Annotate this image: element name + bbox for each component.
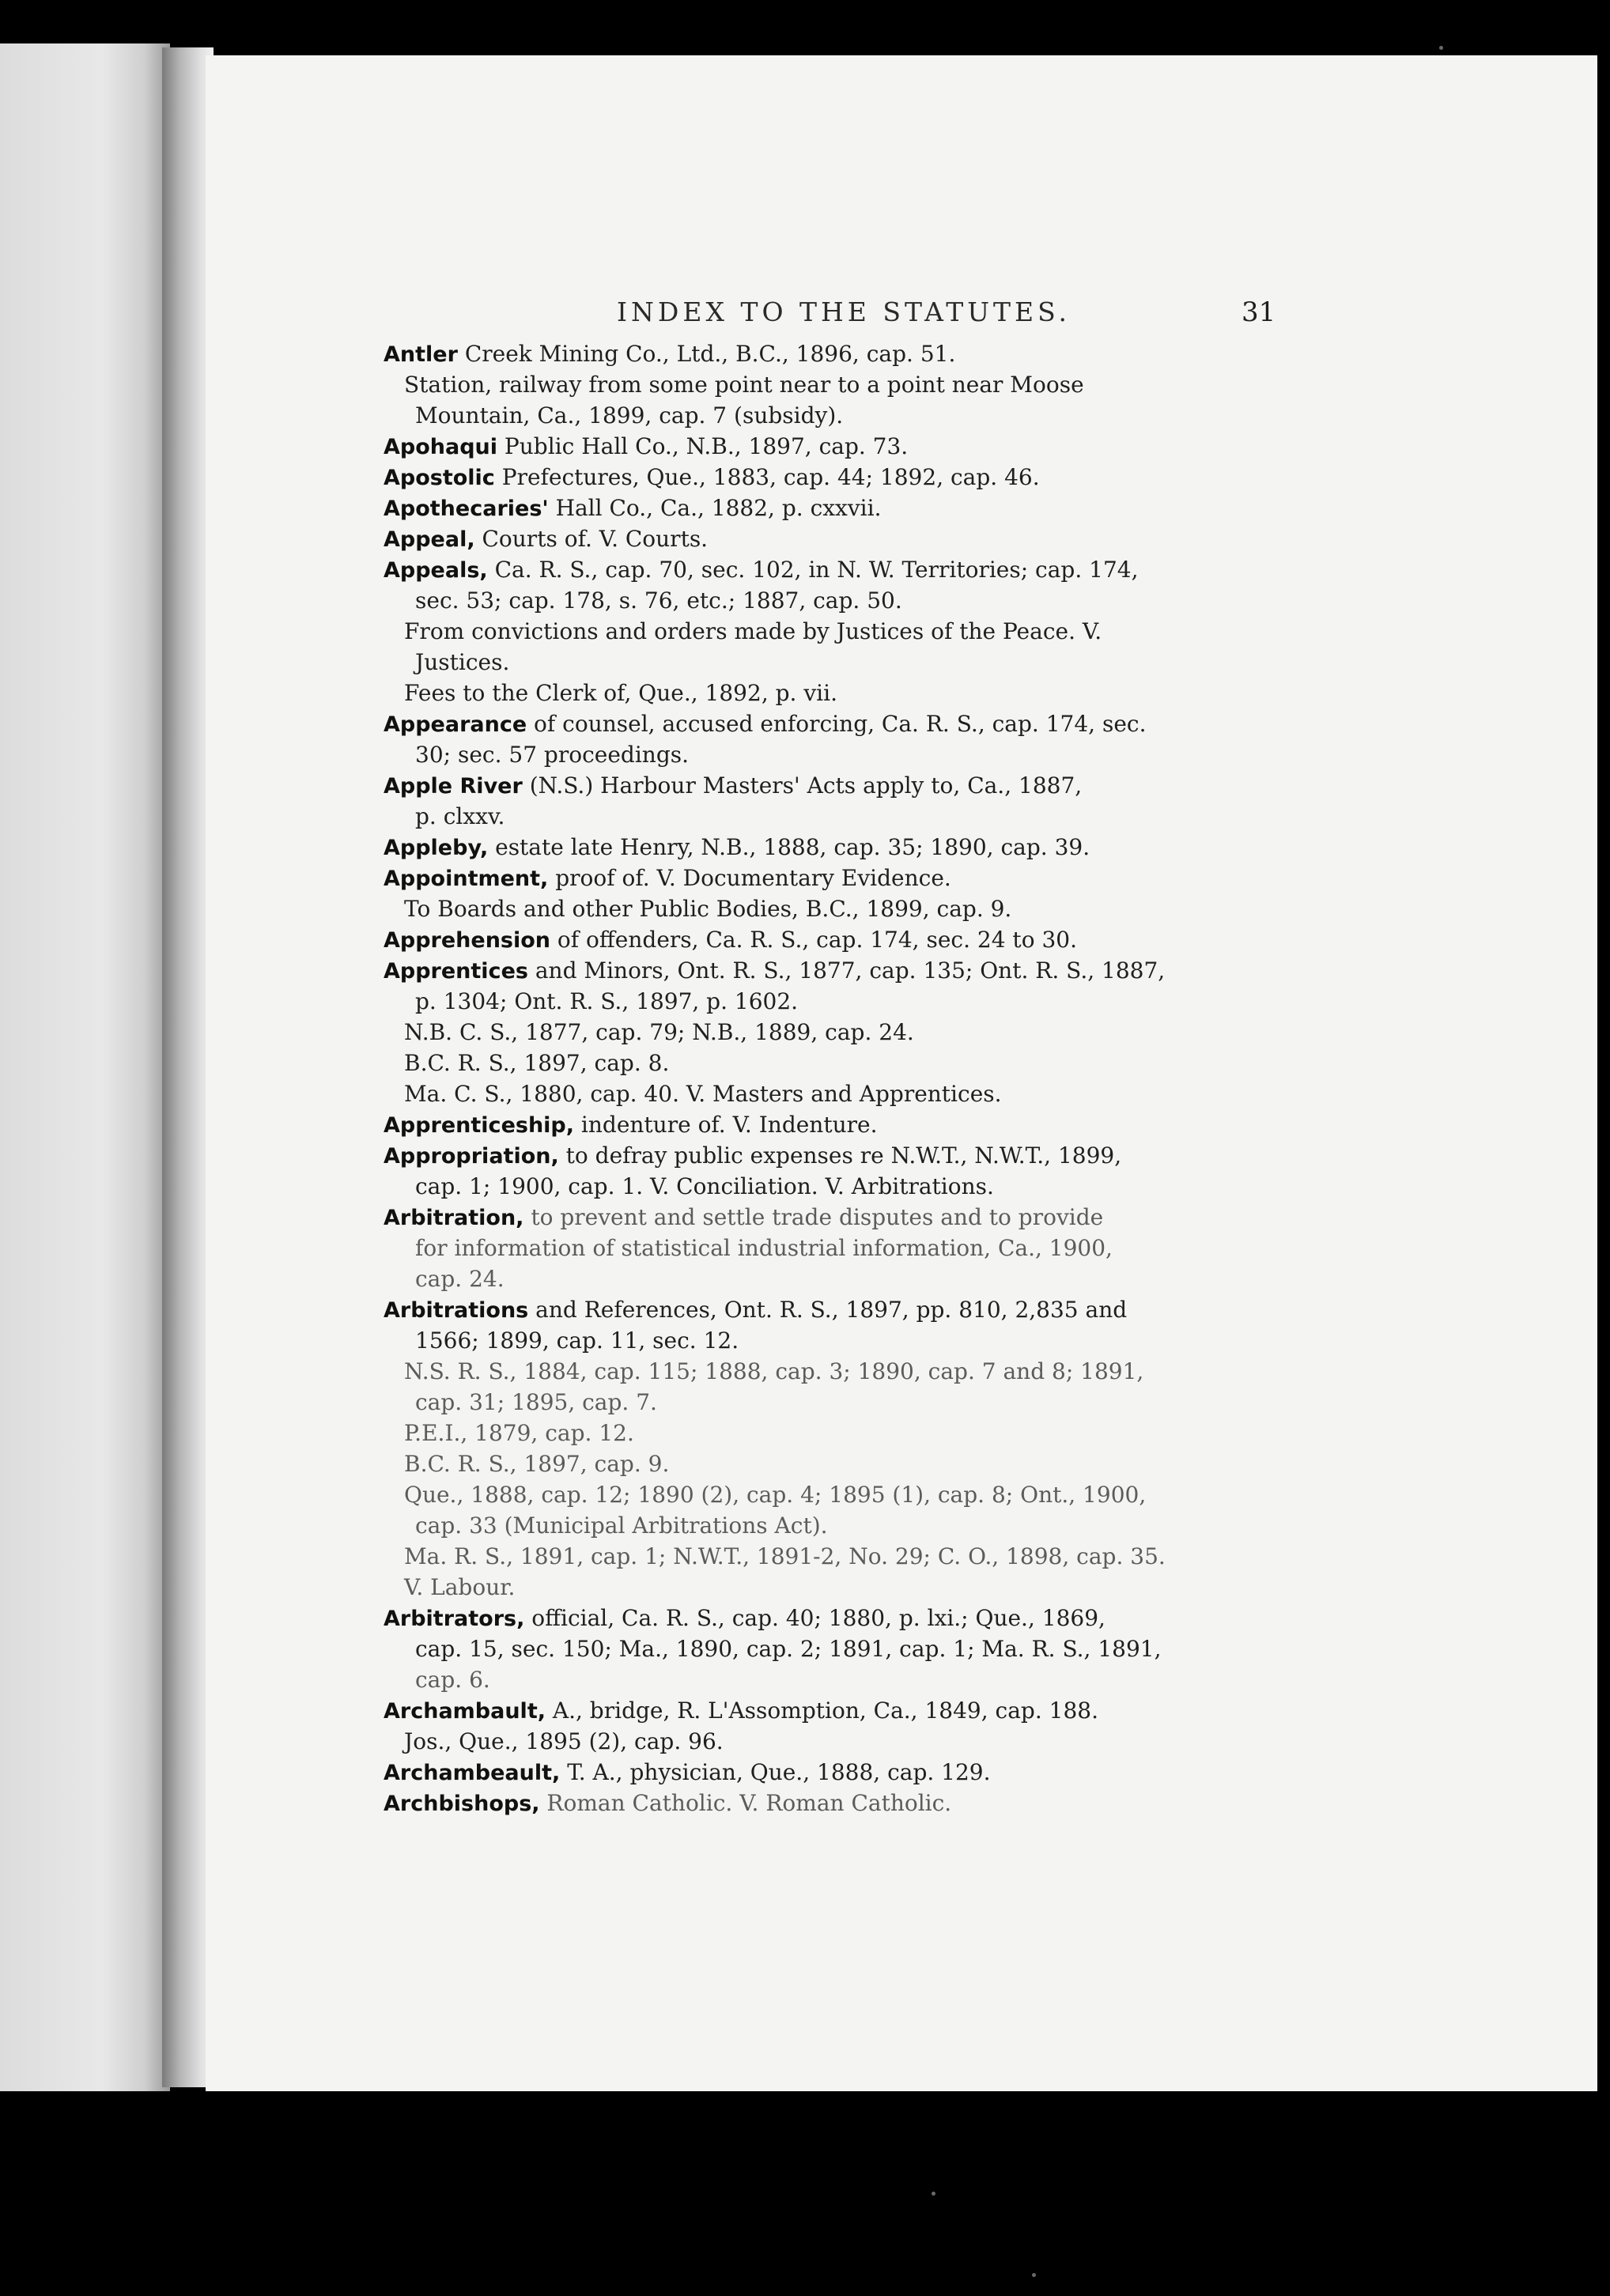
index-line bbox=[384, 1448, 1491, 1479]
index-reference-text: P.E.I., 1879, cap. 12. bbox=[404, 1420, 634, 1446]
index-reference-text: estate late Henry, N.B., 1888, cap. 35; 1890, cap. 39. bbox=[488, 834, 1090, 860]
index-reference-text: Fees to the Clerk of, Que., 1892, p. vii. bbox=[404, 680, 837, 706]
index-reference-text: cap. 24. bbox=[415, 1266, 505, 1292]
index-reference-text: Jos., Que., 1895 (2), cap. 96. bbox=[404, 1728, 724, 1754]
index-reference-text: of counsel, accused enforcing, Ca. R. S., cap. 174, sec. bbox=[527, 711, 1147, 737]
index-headword: Archambeault, bbox=[384, 1761, 561, 1785]
index-line bbox=[384, 1510, 1491, 1541]
index-line bbox=[384, 616, 1491, 647]
index-reference-text: To Boards and other Public Bodies, B.C., 1899, cap. 9. bbox=[404, 896, 1012, 922]
index-line bbox=[384, 678, 1491, 708]
index-reference-text: cap. 31; 1895, cap. 7. bbox=[415, 1389, 657, 1415]
index-line bbox=[384, 986, 1491, 1017]
index-line bbox=[384, 1757, 1491, 1788]
index-line bbox=[384, 1233, 1491, 1263]
index-reference-text: to defray public expenses re N.W.T., N.W.T., 1899, bbox=[558, 1142, 1122, 1169]
page-header bbox=[206, 296, 1597, 336]
index-reference-text: B.C. R. S., 1897, cap. 8. bbox=[404, 1050, 670, 1076]
index-line bbox=[384, 1017, 1491, 1048]
index-reference-text: indenture of. V. Indenture. bbox=[574, 1112, 878, 1138]
index-headword: Appointment, bbox=[384, 867, 549, 891]
index-line bbox=[384, 1418, 1491, 1448]
index-reference-text: N.S. R. S., 1884, cap. 115; 1888, cap. 3; 1890, cap. 7 and 8; 1891, bbox=[404, 1358, 1144, 1384]
index-line bbox=[384, 739, 1491, 770]
index-reference-text: Que., 1888, cap. 12; 1890 (2), cap. 4; 1895 (1), cap. 8; Ont., 1900, bbox=[404, 1482, 1147, 1508]
index-reference-text: (N.S.) Harbour Masters' Acts apply to, Ca., 1887, bbox=[522, 772, 1083, 799]
index-line bbox=[384, 462, 1491, 493]
index-line bbox=[384, 863, 1491, 893]
index-headword: Apple River bbox=[384, 774, 523, 799]
facing-page-edge bbox=[0, 43, 170, 2091]
index-line bbox=[384, 1048, 1491, 1078]
index-line bbox=[384, 1140, 1491, 1171]
index-headword: Appleby, bbox=[384, 836, 489, 860]
index-reference-text: Creek Mining Co., Ltd., B.C., 1896, cap. 51. bbox=[457, 341, 956, 367]
index-headword: Arbitrators, bbox=[384, 1607, 525, 1631]
index-line bbox=[384, 1078, 1491, 1109]
index-reference-text: Ma. R. S., 1891, cap. 1; N.W.T., 1891-2, No. 29; C. O., 1898, cap. 35. bbox=[404, 1543, 1166, 1569]
scan-speck bbox=[1439, 46, 1443, 50]
index-headword: Apostolic bbox=[384, 466, 495, 490]
index-reference-text: sec. 53; cap. 178, s. 76, etc.; 1887, cap. 50. bbox=[415, 587, 902, 614]
index-line bbox=[384, 1263, 1491, 1294]
index-reference-text: official, Ca. R. S., cap. 40; 1880, p. lxi.; Que., 1869, bbox=[524, 1605, 1105, 1631]
index-reference-text: cap. 6. bbox=[415, 1667, 490, 1693]
index-line bbox=[384, 1294, 1491, 1325]
index-line bbox=[384, 1202, 1491, 1233]
index-reference-text: B.C. R. S., 1897, cap. 9. bbox=[404, 1451, 670, 1477]
index-headword: Appeals, bbox=[384, 558, 488, 583]
index-reference-text: N.B. C. S., 1877, cap. 79; N.B., 1889, cap. 24. bbox=[404, 1019, 914, 1045]
index-line bbox=[384, 1572, 1491, 1603]
index-line bbox=[384, 770, 1491, 801]
index-reference-text: and Minors, Ont. R. S., 1877, cap. 135; Ont. R. S., 1887, bbox=[527, 957, 1166, 984]
index-line bbox=[384, 1171, 1491, 1202]
index-reference-text: cap. 33 (Municipal Arbitrations Act). bbox=[415, 1512, 828, 1539]
index-reference-text: for information of statistical industrial information, Ca., 1900, bbox=[415, 1235, 1113, 1261]
index-line bbox=[384, 585, 1491, 616]
index-reference-text: cap. 15, sec. 150; Ma., 1890, cap. 2; 1891, cap. 1; Ma. R. S., 1891, bbox=[415, 1636, 1162, 1662]
index-reference-text: From convictions and orders made by Justices of the Peace. V. bbox=[404, 618, 1102, 644]
index-reference-text: Public Hall Co., N.B., 1897, cap. 73. bbox=[497, 433, 909, 459]
index-reference-text: cap. 1; 1900, cap. 1. V. Conciliation. V. Arbitrations. bbox=[415, 1173, 994, 1199]
index-line bbox=[384, 1356, 1491, 1387]
index-line bbox=[384, 1479, 1491, 1510]
index-reference-text: Courts of. V. Courts. bbox=[474, 526, 709, 552]
index-reference-text: proof of. V. Documentary Evidence. bbox=[548, 865, 951, 891]
index-line bbox=[384, 708, 1491, 739]
index-page bbox=[206, 55, 1597, 2091]
index-line bbox=[384, 647, 1491, 678]
index-headword: Antler bbox=[384, 342, 458, 367]
index-line bbox=[384, 431, 1491, 462]
index-headword: Apprenticeship, bbox=[384, 1113, 575, 1138]
index-reference-text: V. Labour. bbox=[404, 1574, 516, 1600]
index-reference-text: Justices. bbox=[415, 649, 510, 675]
index-reference-text: Mountain, Ca., 1899, cap. 7 (subsidy). bbox=[415, 402, 844, 429]
index-reference-text: Ca. R. S., cap. 70, sec. 102, in N. W. Territories; cap. 174, bbox=[487, 557, 1139, 583]
index-line bbox=[384, 400, 1491, 431]
index-headword: Apothecaries' bbox=[384, 497, 549, 521]
index-line bbox=[384, 893, 1491, 924]
index-line bbox=[384, 1541, 1491, 1572]
index-headword: Archambault, bbox=[384, 1699, 546, 1724]
index-line bbox=[384, 338, 1491, 369]
scan-speck bbox=[1032, 2273, 1036, 2277]
index-headword: Apprentices bbox=[384, 959, 528, 984]
index-reference-text: 1566; 1899, cap. 11, sec. 12. bbox=[415, 1327, 739, 1354]
index-headword: Apohaqui bbox=[384, 435, 498, 459]
index-line bbox=[384, 523, 1491, 554]
index-line bbox=[384, 955, 1491, 986]
index-line bbox=[384, 832, 1491, 863]
index-reference-text: T. A., physician, Que., 1888, cap. 129. bbox=[560, 1759, 991, 1785]
index-reference-text: to prevent and settle trade disputes and to provide bbox=[523, 1204, 1104, 1230]
index-line bbox=[384, 369, 1491, 400]
index-line bbox=[384, 1788, 1491, 1818]
index-line bbox=[384, 1387, 1491, 1418]
index-reference-text: p. 1304; Ont. R. S., 1897, p. 1602. bbox=[415, 988, 799, 1014]
index-reference-text: p. clxxv. bbox=[415, 803, 505, 829]
index-reference-text: 30; sec. 57 proceedings. bbox=[415, 742, 690, 768]
index-reference-text: Station, railway from some point near to a point near Moose bbox=[404, 372, 1084, 398]
index-reference-text: A., bridge, R. L'Assomption, Ca., 1849, cap. 188. bbox=[545, 1697, 1098, 1724]
index-headword: Apprehension bbox=[384, 928, 551, 953]
page-number: 31 bbox=[1242, 296, 1276, 328]
index-line bbox=[384, 1726, 1491, 1757]
index-entries bbox=[384, 338, 1491, 1818]
index-line bbox=[384, 1664, 1491, 1695]
index-headword: Arbitration, bbox=[384, 1206, 524, 1230]
index-line bbox=[384, 1603, 1491, 1633]
index-reference-text: and References, Ont. R. S., 1897, pp. 810, 2,835 and bbox=[528, 1297, 1128, 1323]
index-line bbox=[384, 493, 1491, 523]
index-reference-text: Roman Catholic. V. Roman Catholic. bbox=[539, 1790, 952, 1816]
index-headword: Arbitrations bbox=[384, 1298, 529, 1323]
index-headword: Appropriation, bbox=[384, 1144, 559, 1169]
index-line bbox=[384, 924, 1491, 955]
scan-speck bbox=[932, 2192, 935, 2196]
index-line bbox=[384, 1633, 1491, 1664]
index-line bbox=[384, 1695, 1491, 1726]
index-headword: Appeal, bbox=[384, 527, 475, 552]
index-line bbox=[384, 801, 1491, 832]
index-line bbox=[384, 1109, 1491, 1140]
index-reference-text: Hall Co., Ca., 1882, p. cxxvii. bbox=[548, 495, 882, 521]
index-line bbox=[384, 1325, 1491, 1356]
index-reference-text: Ma. C. S., 1880, cap. 40. V. Masters and Apprentices. bbox=[404, 1081, 1002, 1107]
index-line bbox=[384, 554, 1491, 585]
index-headword: Appearance bbox=[384, 712, 527, 737]
running-title: INDEX TO THE STATUTES. bbox=[617, 296, 1071, 327]
index-reference-text: Prefectures, Que., 1883, cap. 44; 1892, cap. 46. bbox=[494, 464, 1040, 490]
index-headword: Archbishops, bbox=[384, 1792, 540, 1816]
index-reference-text: of offenders, Ca. R. S., cap. 174, sec. 24 to 30. bbox=[550, 927, 1077, 953]
